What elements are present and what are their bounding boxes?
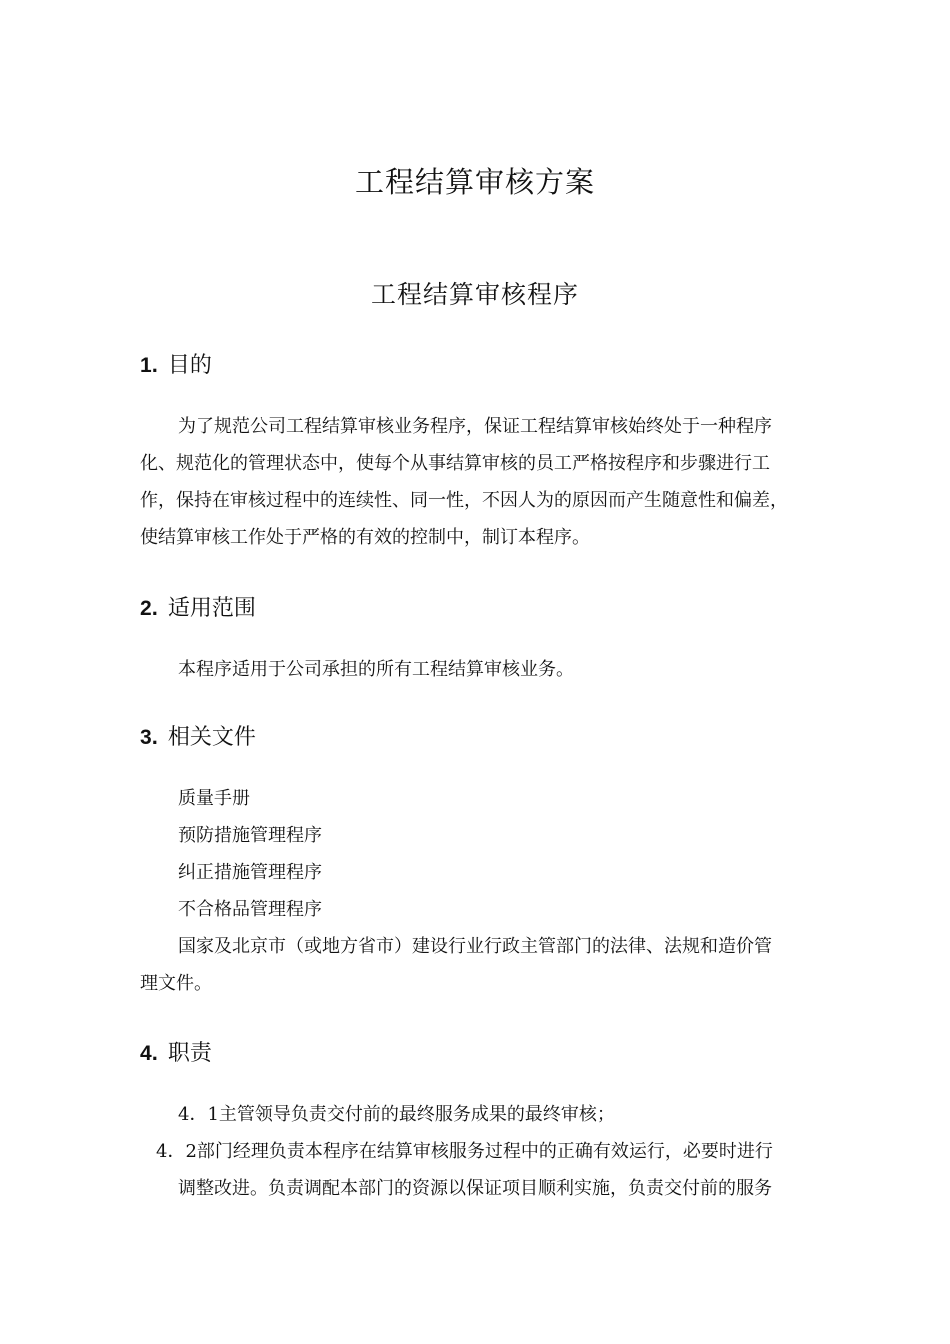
section-heading-related-documents: 3. 相关文件 <box>140 724 256 750</box>
section-title: 相关文件 <box>167 725 256 750</box>
document-title: 工程结算审核方案 <box>354 165 595 199</box>
paragraph-line: 使结算审核工作处于严格的有效的控制中，制订本程序。 <box>140 527 590 548</box>
section-number: 2 <box>140 597 152 620</box>
responsibility-item: 调整改进。负责调配本部门的资源以保证项目顺利实施，负责交付前的服务 <box>178 1178 772 1199</box>
list-item: 纠正措施管理程序 <box>178 862 322 883</box>
paragraph-line: 作，保持在审核过程中的连续性、同一性，不因人为的原因而产生随意性和偏差， <box>140 490 788 511</box>
responsibility-item: 4．1主管领导负责交付前的最终服务成果的最终审核； <box>178 1104 615 1125</box>
list-item: 预防措施管理程序 <box>178 825 322 846</box>
list-item: 国家及北京市（或地方省市）建设行业行政主管部门的法律、法规和造价管 <box>178 936 772 957</box>
paragraph-line: 为了规范公司工程结算审核业务程序，保证工程结算审核始终处于一种程序 <box>178 416 772 437</box>
section-title: 职责 <box>167 1041 212 1066</box>
paragraph-line: 本程序适用于公司承担的所有工程结算审核业务。 <box>178 659 574 680</box>
paragraph-line: 化、规范化的管理状态中，使每个从事结算审核的员工严格按程序和步骤进行工 <box>140 453 770 474</box>
list-item: 理文件。 <box>140 973 212 994</box>
section-number: 4 <box>140 1042 152 1065</box>
section-heading-purpose: 1. 目的 <box>140 352 212 378</box>
list-item: 不合格品管理程序 <box>178 899 322 920</box>
section-heading-responsibilities: 4. 职责 <box>140 1040 212 1066</box>
responsibility-item: 4．2部门经理负责本程序在结算审核服务过程中的正确有效运行，必要时进行 <box>156 1141 773 1162</box>
document-subtitle: 工程结算审核程序 <box>370 280 579 309</box>
list-item: 质量手册 <box>178 788 250 809</box>
section-number: 1 <box>140 354 152 377</box>
section-title: 适用范围 <box>167 596 256 621</box>
section-number: 3 <box>140 726 152 749</box>
section-heading-scope: 2. 适用范围 <box>140 595 256 621</box>
section-title: 目的 <box>167 353 212 378</box>
